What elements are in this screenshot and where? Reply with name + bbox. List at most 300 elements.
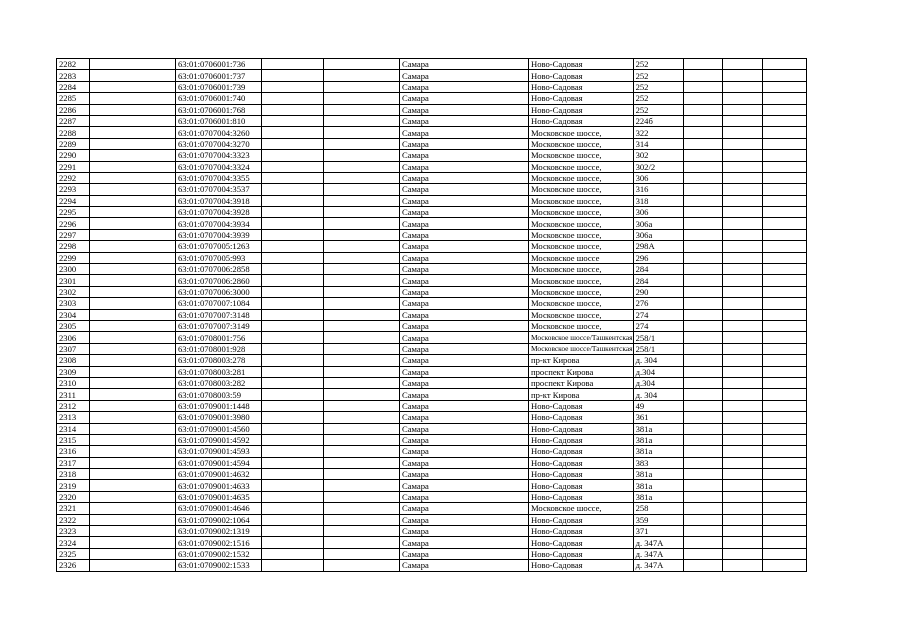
table-row <box>57 412 807 423</box>
cadastral-number: 63:01:0707004:3939 <box>176 229 262 240</box>
table-row <box>57 195 807 206</box>
empty-cell <box>722 207 762 218</box>
empty-cell <box>683 537 722 548</box>
street-cell: Московское шоссе, <box>529 275 634 286</box>
empty-cell <box>722 526 762 537</box>
empty-cell <box>324 138 400 149</box>
house-cell: д. 304 <box>633 355 683 366</box>
empty-cell <box>722 93 762 104</box>
cadastral-number: 63:01:0707007:3149 <box>176 320 262 331</box>
table-row <box>57 150 807 161</box>
empty-cell <box>262 377 324 388</box>
empty-cell <box>683 560 722 571</box>
empty-cell <box>762 320 806 331</box>
empty-cell <box>324 161 400 172</box>
row-number: 2306 <box>57 332 90 343</box>
empty-cell <box>722 355 762 366</box>
empty-cell <box>324 309 400 320</box>
city-cell: Самара <box>400 320 529 331</box>
house-cell: 298А <box>633 241 683 252</box>
empty-cell <box>262 400 324 411</box>
empty-cell <box>683 298 722 309</box>
empty-cell <box>90 161 176 172</box>
cadastral-number: 63:01:0708001:928 <box>176 343 262 354</box>
empty-cell <box>262 366 324 377</box>
street-cell: Московское шоссе, <box>529 241 634 252</box>
street-cell: Ново-Садовая <box>529 93 634 104</box>
empty-cell <box>324 229 400 240</box>
empty-cell <box>262 70 324 81</box>
empty-cell <box>262 423 324 434</box>
empty-cell <box>90 309 176 320</box>
row-number: 2322 <box>57 514 90 525</box>
house-cell: 318 <box>633 195 683 206</box>
empty-cell <box>762 377 806 388</box>
row-number: 2317 <box>57 457 90 468</box>
city-cell: Самара <box>400 423 529 434</box>
cadastral-number: 63:01:0707004:3918 <box>176 195 262 206</box>
empty-cell <box>262 503 324 514</box>
empty-cell <box>90 70 176 81</box>
empty-cell <box>762 298 806 309</box>
empty-cell <box>722 469 762 480</box>
empty-cell <box>683 423 722 434</box>
street-cell: Ново-Садовая <box>529 400 634 411</box>
empty-cell <box>762 446 806 457</box>
cadastral-number: 63:01:0708003:278 <box>176 355 262 366</box>
empty-cell <box>762 229 806 240</box>
row-number: 2323 <box>57 526 90 537</box>
empty-cell <box>683 104 722 115</box>
empty-cell <box>762 81 806 92</box>
empty-cell <box>324 446 400 457</box>
cadastral-number: 63:01:0709001:3980 <box>176 412 262 423</box>
city-cell: Самара <box>400 366 529 377</box>
empty-cell <box>762 400 806 411</box>
house-cell: 302 <box>633 150 683 161</box>
empty-cell <box>683 366 722 377</box>
row-number: 2285 <box>57 93 90 104</box>
city-cell: Самара <box>400 161 529 172</box>
street-cell: Московское шоссе, <box>529 150 634 161</box>
empty-cell <box>683 81 722 92</box>
cadastral-number: 63:01:0709002:1516 <box>176 537 262 548</box>
table-row <box>57 366 807 377</box>
empty-cell <box>262 514 324 525</box>
empty-cell <box>762 286 806 297</box>
empty-cell <box>683 127 722 138</box>
table-row <box>57 115 807 126</box>
city-cell: Самара <box>400 560 529 571</box>
empty-cell <box>90 104 176 115</box>
city-cell: Самара <box>400 469 529 480</box>
empty-cell <box>262 218 324 229</box>
empty-cell <box>722 503 762 514</box>
empty-cell <box>762 104 806 115</box>
house-cell: 252 <box>633 81 683 92</box>
table-row <box>57 218 807 229</box>
empty-cell <box>324 332 400 343</box>
city-cell: Самара <box>400 184 529 195</box>
empty-cell <box>90 366 176 377</box>
table-row <box>57 560 807 571</box>
row-number: 2286 <box>57 104 90 115</box>
empty-cell <box>324 560 400 571</box>
street-cell: Ново-Садовая <box>529 104 634 115</box>
street-cell: Московское шоссе, <box>529 229 634 240</box>
city-cell: Самара <box>400 480 529 491</box>
row-number: 2284 <box>57 81 90 92</box>
table-row <box>57 457 807 468</box>
street-cell: Московское шоссе, <box>529 127 634 138</box>
empty-cell <box>262 104 324 115</box>
empty-cell <box>324 264 400 275</box>
empty-cell <box>90 59 176 70</box>
empty-cell <box>262 195 324 206</box>
city-cell: Самара <box>400 412 529 423</box>
cadastral-number: 63:01:0707005:1263 <box>176 241 262 252</box>
house-cell: 302/2 <box>633 161 683 172</box>
empty-cell <box>262 537 324 548</box>
empty-cell <box>90 172 176 183</box>
house-cell: 381а <box>633 434 683 445</box>
empty-cell <box>722 138 762 149</box>
empty-cell <box>683 343 722 354</box>
empty-cell <box>762 195 806 206</box>
empty-cell <box>90 195 176 206</box>
city-cell: Самара <box>400 457 529 468</box>
city-cell: Самара <box>400 138 529 149</box>
empty-cell <box>324 434 400 445</box>
empty-cell <box>762 389 806 400</box>
row-number: 2325 <box>57 548 90 559</box>
cadastral-number: 63:01:0709001:4594 <box>176 457 262 468</box>
empty-cell <box>683 377 722 388</box>
cadastral-number: 63:01:0709002:1064 <box>176 514 262 525</box>
cadastral-number: 63:01:0709001:4592 <box>176 434 262 445</box>
table-row <box>57 332 807 343</box>
empty-cell <box>762 264 806 275</box>
empty-cell <box>324 526 400 537</box>
row-number: 2312 <box>57 400 90 411</box>
empty-cell <box>90 389 176 400</box>
empty-cell <box>683 207 722 218</box>
empty-cell <box>683 218 722 229</box>
row-number: 2288 <box>57 127 90 138</box>
empty-cell <box>324 93 400 104</box>
cadastral-number: 63:01:0709002:1532 <box>176 548 262 559</box>
house-cell: 276 <box>633 298 683 309</box>
table-row <box>57 548 807 559</box>
empty-cell <box>324 195 400 206</box>
table-row <box>57 423 807 434</box>
empty-cell <box>683 412 722 423</box>
row-number: 2307 <box>57 343 90 354</box>
empty-cell <box>262 93 324 104</box>
empty-cell <box>324 514 400 525</box>
cadastral-number: 63:01:0709002:1533 <box>176 560 262 571</box>
empty-cell <box>683 138 722 149</box>
city-cell: Самара <box>400 526 529 537</box>
street-cell: Ново-Садовая <box>529 423 634 434</box>
empty-cell <box>90 184 176 195</box>
city-cell: Самара <box>400 115 529 126</box>
empty-cell <box>324 537 400 548</box>
empty-cell <box>722 59 762 70</box>
empty-cell <box>762 115 806 126</box>
empty-cell <box>722 184 762 195</box>
cadastral-number: 63:01:0707007:3148 <box>176 309 262 320</box>
cadastral-number: 63:01:0707004:3324 <box>176 161 262 172</box>
cadastral-number: 63:01:0709001:4593 <box>176 446 262 457</box>
street-cell: Московское шоссе, <box>529 172 634 183</box>
empty-cell <box>762 218 806 229</box>
empty-cell <box>683 480 722 491</box>
empty-cell <box>722 457 762 468</box>
house-cell: 381а <box>633 469 683 480</box>
empty-cell <box>762 332 806 343</box>
empty-cell <box>90 526 176 537</box>
empty-cell <box>762 366 806 377</box>
empty-cell <box>683 161 722 172</box>
street-cell: Московское шоссе, <box>529 503 634 514</box>
city-cell: Самара <box>400 503 529 514</box>
cadastral-number: 63:01:0706001:768 <box>176 104 262 115</box>
empty-cell <box>324 366 400 377</box>
street-cell: Ново-Садовая <box>529 412 634 423</box>
row-number: 2287 <box>57 115 90 126</box>
empty-cell <box>90 480 176 491</box>
city-cell: Самара <box>400 252 529 263</box>
empty-cell <box>324 548 400 559</box>
empty-cell <box>683 332 722 343</box>
table-row <box>57 537 807 548</box>
cadastral-number: 63:01:0708003:282 <box>176 377 262 388</box>
house-cell: 274 <box>633 309 683 320</box>
table-row <box>57 526 807 537</box>
empty-cell <box>683 446 722 457</box>
row-number: 2300 <box>57 264 90 275</box>
street-cell: Московское шоссе, <box>529 320 634 331</box>
empty-cell <box>90 503 176 514</box>
empty-cell <box>722 320 762 331</box>
row-number: 2320 <box>57 491 90 502</box>
empty-cell <box>722 423 762 434</box>
cadastral-number: 63:01:0707004:3323 <box>176 150 262 161</box>
row-number: 2314 <box>57 423 90 434</box>
street-cell: Московское шоссе, <box>529 309 634 320</box>
cadastral-number: 63:01:0707004:3537 <box>176 184 262 195</box>
empty-cell <box>262 309 324 320</box>
city-cell: Самара <box>400 537 529 548</box>
row-number: 2297 <box>57 229 90 240</box>
empty-cell <box>262 184 324 195</box>
street-cell: Ново-Садовая <box>529 81 634 92</box>
empty-cell <box>324 59 400 70</box>
cadastral-number: 63:01:0706001:810 <box>176 115 262 126</box>
table-row <box>57 355 807 366</box>
cadastral-number: 63:01:0707005:993 <box>176 252 262 263</box>
empty-cell <box>683 241 722 252</box>
empty-cell <box>683 526 722 537</box>
empty-cell <box>324 172 400 183</box>
empty-cell <box>262 355 324 366</box>
row-number: 2304 <box>57 309 90 320</box>
empty-cell <box>722 81 762 92</box>
empty-cell <box>762 127 806 138</box>
empty-cell <box>762 184 806 195</box>
empty-cell <box>90 423 176 434</box>
city-cell: Самара <box>400 343 529 354</box>
table-row <box>57 434 807 445</box>
table-row <box>57 59 807 70</box>
table-row <box>57 320 807 331</box>
table-row <box>57 207 807 218</box>
house-cell: 49 <box>633 400 683 411</box>
house-cell: 306а <box>633 229 683 240</box>
cadastral-number: 63:01:0709001:1448 <box>176 400 262 411</box>
empty-cell <box>90 355 176 366</box>
empty-cell <box>324 389 400 400</box>
street-cell: Ново-Садовая <box>529 59 634 70</box>
table-row <box>57 161 807 172</box>
city-cell: Самара <box>400 309 529 320</box>
empty-cell <box>90 150 176 161</box>
house-cell: 274 <box>633 320 683 331</box>
empty-cell <box>262 343 324 354</box>
empty-cell <box>722 491 762 502</box>
house-cell: д. 347А <box>633 537 683 548</box>
cadastral-number: 63:01:0709001:4635 <box>176 491 262 502</box>
empty-cell <box>262 298 324 309</box>
empty-cell <box>683 172 722 183</box>
empty-cell <box>762 138 806 149</box>
empty-cell <box>762 434 806 445</box>
empty-cell <box>762 412 806 423</box>
city-cell: Самара <box>400 93 529 104</box>
row-number: 2301 <box>57 275 90 286</box>
empty-cell <box>722 389 762 400</box>
empty-cell <box>762 548 806 559</box>
row-number: 2290 <box>57 150 90 161</box>
empty-cell <box>722 218 762 229</box>
empty-cell <box>762 70 806 81</box>
empty-cell <box>683 469 722 480</box>
cadastral-number: 63:01:0707006:2858 <box>176 264 262 275</box>
house-cell: 258/1 <box>633 343 683 354</box>
empty-cell <box>324 480 400 491</box>
cadastral-number: 63:01:0708001:756 <box>176 332 262 343</box>
row-number: 2296 <box>57 218 90 229</box>
empty-cell <box>683 548 722 559</box>
registry-body <box>57 59 807 572</box>
empty-cell <box>683 252 722 263</box>
empty-cell <box>683 195 722 206</box>
cadastral-number: 63:01:0709002:1319 <box>176 526 262 537</box>
table-row <box>57 138 807 149</box>
table-row <box>57 286 807 297</box>
empty-cell <box>762 469 806 480</box>
house-cell: 290 <box>633 286 683 297</box>
street-cell: Ново-Садовая <box>529 70 634 81</box>
cadastral-number: 63:01:0708003:281 <box>176 366 262 377</box>
empty-cell <box>262 241 324 252</box>
empty-cell <box>262 275 324 286</box>
table-row <box>57 172 807 183</box>
table-row <box>57 446 807 457</box>
street-cell: Ново-Садовая <box>529 446 634 457</box>
cadastral-number: 63:01:0707004:3270 <box>176 138 262 149</box>
street-cell: Ново-Садовая <box>529 548 634 559</box>
empty-cell <box>324 127 400 138</box>
street-cell: Московское шоссе, <box>529 184 634 195</box>
empty-cell <box>762 491 806 502</box>
city-cell: Самара <box>400 241 529 252</box>
empty-cell <box>90 332 176 343</box>
city-cell: Самара <box>400 207 529 218</box>
empty-cell <box>722 434 762 445</box>
house-cell: 252 <box>633 59 683 70</box>
empty-cell <box>262 469 324 480</box>
empty-cell <box>722 275 762 286</box>
house-cell: 296 <box>633 252 683 263</box>
cadastral-number: 63:01:0707004:3928 <box>176 207 262 218</box>
row-number: 2309 <box>57 366 90 377</box>
empty-cell <box>90 93 176 104</box>
row-number: 2321 <box>57 503 90 514</box>
table-row <box>57 298 807 309</box>
empty-cell <box>762 252 806 263</box>
street-cell: Московское шоссе, <box>529 195 634 206</box>
empty-cell <box>90 229 176 240</box>
empty-cell <box>722 195 762 206</box>
city-cell: Самара <box>400 332 529 343</box>
city-cell: Самара <box>400 127 529 138</box>
empty-cell <box>262 286 324 297</box>
empty-cell <box>762 457 806 468</box>
table-row <box>57 309 807 320</box>
city-cell: Самара <box>400 286 529 297</box>
table-row <box>57 400 807 411</box>
empty-cell <box>722 241 762 252</box>
street-cell: Московское шоссе/Ташкентская <box>529 332 634 343</box>
row-number: 2315 <box>57 434 90 445</box>
empty-cell <box>683 320 722 331</box>
row-number: 2313 <box>57 412 90 423</box>
empty-cell <box>324 115 400 126</box>
row-number: 2291 <box>57 161 90 172</box>
table-row <box>57 503 807 514</box>
street-cell: Московское шоссе, <box>529 298 634 309</box>
empty-cell <box>762 423 806 434</box>
empty-cell <box>262 434 324 445</box>
empty-cell <box>683 491 722 502</box>
house-cell: 306 <box>633 207 683 218</box>
empty-cell <box>722 286 762 297</box>
cadastral-number: 63:01:0707006:2860 <box>176 275 262 286</box>
street-cell: Ново-Садовая <box>529 491 634 502</box>
table-row <box>57 229 807 240</box>
city-cell: Самара <box>400 229 529 240</box>
empty-cell <box>90 548 176 559</box>
empty-cell <box>262 59 324 70</box>
empty-cell <box>90 286 176 297</box>
city-cell: Самара <box>400 275 529 286</box>
empty-cell <box>324 491 400 502</box>
empty-cell <box>762 59 806 70</box>
empty-cell <box>324 286 400 297</box>
empty-cell <box>90 491 176 502</box>
